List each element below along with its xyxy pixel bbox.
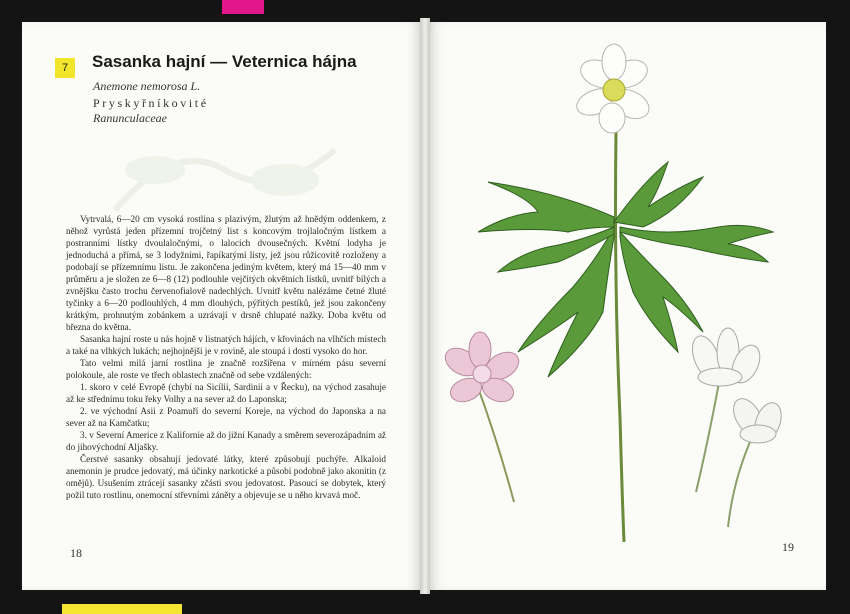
- species-number-badge: 7: [55, 58, 75, 78]
- page-number-left: 18: [70, 546, 82, 560]
- paragraph-region-3: 3. v Severní Americe z Kalifornie až do jižní Kanady a směrem severozápadním až do jihovýchodní Aljašky.: [66, 430, 386, 452]
- paragraph-toxicity: Čerstvé sasanky obsahují jedovaté látky, které způsobují puchýře. Alkaloid anemonin je prudce jedovatý, má účinky narkotické a působí podobně jako akonitin (z omějů). Usušením ztrácejí sasanky zčásti svou jedovatost. Pasoucí se dobytek, který požil tuto rostlinu, onemocní střevními záněty a objevuje se u něho krvavá moč.: [66, 454, 386, 500]
- page-title: Sasanka hajní — Veternica hájna: [92, 52, 357, 71]
- family-name: Pryskyřníkovité: [93, 96, 209, 110]
- anemone-plant-illustration: [428, 22, 826, 590]
- paragraph-region-2: 2. ve východní Asii z Poamuří do severní Koreje, na východ do Japonska a na sever až na Kamčatku;: [66, 406, 386, 428]
- species-description: [66, 213, 386, 501]
- white-flower-bud: [728, 394, 787, 445]
- white-flower-drooping: [687, 328, 765, 387]
- pink-flower: [440, 332, 523, 406]
- paragraph-habitat: Sasanka hajní roste u nás hojně v listnatých hájích, v křovinách na vlhčích místech a také na vlhkých lukách; nejhojnější je v rovině, ale stoupá i dosti vysoko do hor.: [66, 334, 386, 356]
- paragraph-region-1: 1. skoro v celé Evropě (chybí na Sicílii, Sardinii a v Řecku), na východ zasahuje až ke střednímu toku řeky Volhy a na sever až do Laponska;: [66, 382, 386, 404]
- page-number-right: 19: [782, 540, 794, 554]
- family-latin-name: Ranunculaceae: [93, 111, 167, 125]
- latin-name: Anemone nemorosa L.: [93, 79, 201, 93]
- paragraph-description: Vytrvalá, 6—20 cm vysoká rostlina s plazivým, žlutým až hnědým oddenkem, z něhož vyrůstá jeden přízemní trojčetný list s koncovým trojlaločným lístkem a postranními lístky dvoulaločnými, o lalocích dvousečných. Květní lodyha je jednoduchá a přímá, se 3 lodyžními, řapíkatými listy, jež jsou růžicovitě rozloženy a podobají se přízemnímu listu. Je zakončena jediným květem, který má 15—40 mm v průměru a je složen ze 6—8 (12) podlouhle vejčitých okvětních lístků, uvnitř bílých a zvnějšku často trochu červenofialově nadechlých. Uvnitř květu nalézáme četné žluté tyčinky a 6—20 podlouhlých, 4 mm dlouhých, pýřitých pestíků, jež jsou zakončeny krátkým, prohnutým zobánkem a uzrávají v drsně chlupaté nažky. Doba květu od března do května.: [66, 214, 386, 332]
- white-flower-top: [573, 44, 654, 133]
- paragraph-distribution: Tato velmi milá jarní rostlina je značně rozšířena v mírném pásu severní polokoule, ale roste ve třech oblastech značně od sebe vzdálených:: [66, 358, 386, 380]
- pink-bookmark-tab: [222, 0, 264, 14]
- show-through-illustration: [95, 130, 355, 220]
- yellow-bookmark-tab: [62, 604, 182, 614]
